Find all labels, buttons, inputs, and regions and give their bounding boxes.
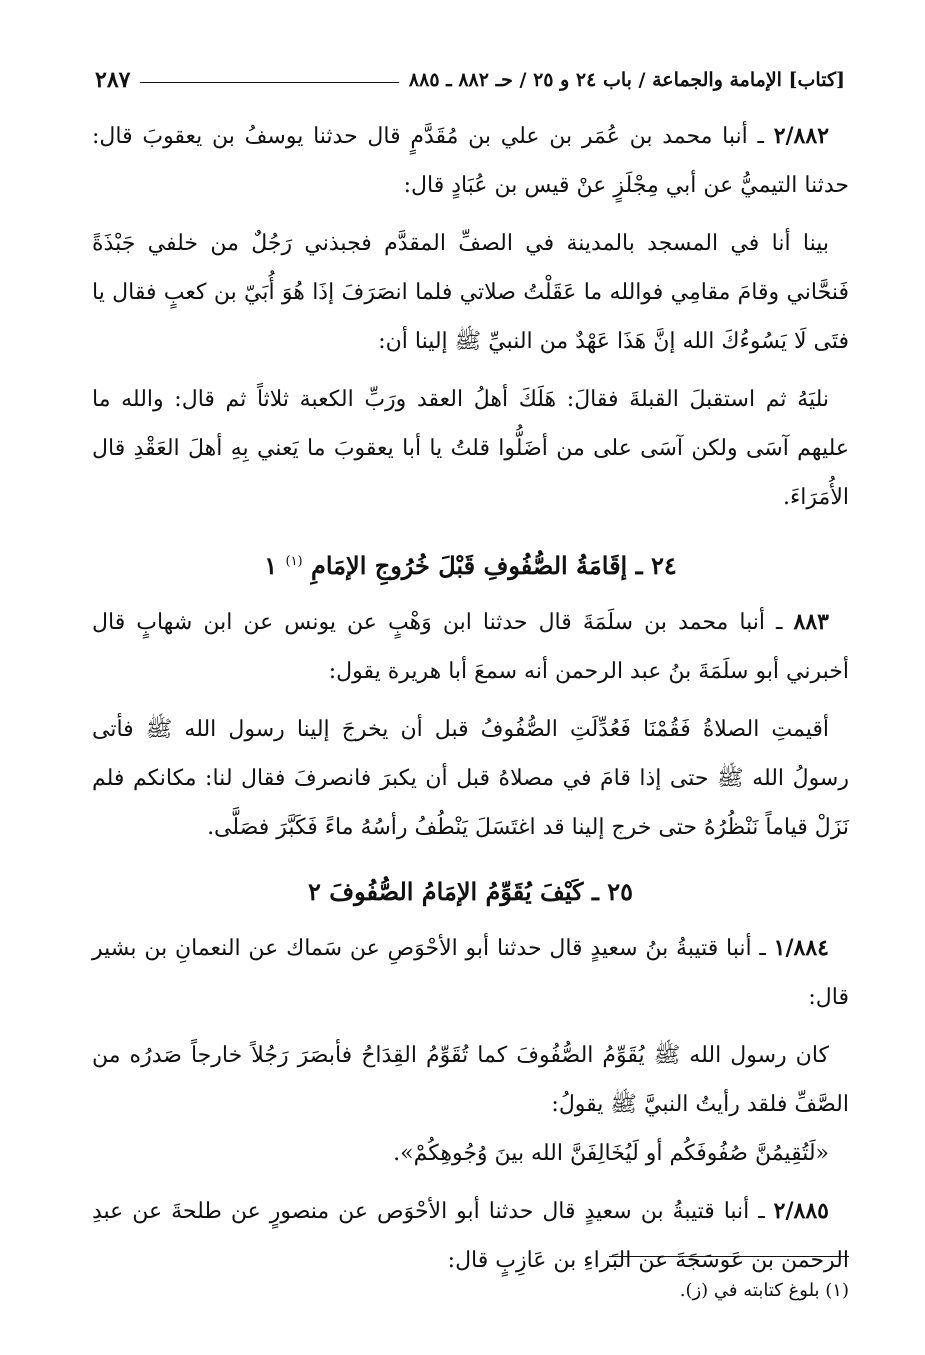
section-24-tail: ١: [264, 551, 278, 580]
hadith-882-isnad-text: ـ أنبا محمد بن عُمَر بن علي بن مُقَدَّمٍ قال حدثنا يوسفُ بن يعقوبَ قال: حدثنا التيميُّ عن أبي مِجْلَزٍ عنْ قيس بن عُبَادٍ قال:: [92, 124, 849, 198]
page-content: [92, 112, 849, 1285]
footnote: (١) بلوغ كتابته في (ز).: [679, 1280, 849, 1301]
hadith-882-number: ٢/٨٨٢: [773, 123, 830, 149]
running-header: [95, 60, 845, 100]
hadith-882-matn-1: بينا أنا في المسجد بالمدينة في الصفِّ المقدَّم فجبذني رَجُلٌ من خلفي جَبْذَةً فَنحَّاني وقامَ مقامِي فوالله ما عَقَلْتُ صلاتي فلما انصَرَفَ إذَا هُوَ أُبَيّ بن كعبٍ فقال يا فتَى لَا يَسُوءُكَ الله إنَّ هَذَا عَهْدٌ من النبيِّ ﷺ إلينا أن:: [92, 231, 849, 354]
hadith-882-matn-2: نليَهُ ثم استقبلَ القبلةَ فقالَ: هَلَكَ أهلُ العقد ورَبِّ الكعبة ثلاثاً ثم قال: والله ما عليهم آسَى ولكن آسَى على من أضَلُّوا قلتُ يا أبا يعقوبَ ما يَعني بِهِ أهلَ العَقْدِ قال الأُمَرَاءَ.: [92, 387, 849, 510]
hadith-885-isnad-text: ـ أنبا قتيبةُ بن سعيدٍ قال حدثنا أبو الأحْوَص عن منصورٍ عن طلحةَ عن عبدِ الرحمن بن عَوسَجَةَ عن البَراءِ بن عَازِبٍ قال:: [92, 1199, 849, 1273]
footnote-ref: (١): [285, 554, 303, 569]
hadith-883-matn: أقيمتِ الصلاةُ فَقُمْنَا فَعُدِّلَتِ الصُّفُوفُ قبل أن يخرجَ إلينا رسول الله ﷺ فأتى رسولُ الله ﷺ حتى إذا قامَ في مصلاهُ قبل أن يكبرَ فانصرفَ فقال لنا: مكانكم فلم نَزَلْ قياماً نَنْظُرُهُ حتى خرج إلينا قد اغتَسَلَ يَنْطُفُ رأسُهُ ماءً فَكَبَّرَ فصَلَّى.: [92, 717, 849, 840]
hadith-885-number: ٢/٨٨٥: [773, 1198, 829, 1224]
footnote-separator: [609, 1256, 849, 1257]
running-title: [كتاب] الإمامة والجماعة / باب ٢٤ و ٢٥ / حـ ٨٨٢ ـ ٨٨٥: [408, 69, 845, 91]
section-24-title: ٢٤ ـ إقَامَةُ الصُّفُوفِ قَبْلَ خُرُوجِ الإمَامِ: [310, 551, 677, 580]
hadith-885-isnad: [92, 1187, 849, 1285]
header-rule: [140, 82, 398, 83]
section-25-heading: [92, 866, 849, 918]
section-25-tail: ٢: [307, 877, 321, 906]
hadith-884-isnad-text: ـ أنبا قتيبةُ بنُ سعيدٍ قال حدثنا أبو الأحْوَصِ عن سَماك عن النعمانِ بن بشير قال:: [92, 936, 849, 1010]
hadith-883-number: ٨٨٣: [793, 609, 829, 635]
page-number: ٢٨٧: [95, 67, 131, 93]
section-25-title: ٢٥ ـ كَيْفَ يُقَوِّمُ الإمَامُ الصُّفُوفَ: [329, 877, 634, 906]
hadith-884-number: ١/٨٨٤: [773, 935, 829, 961]
hadith-884-matn: كان رسول الله ﷺ يُقَوِّمُ الصُّفُوفَ كما تُقَوِّمُ القِدَاحُ فأبصَرَ رَجُلاً خارجاً صَدرُه من الصَّفِّ فلقد رأيتُ النبيَّ ﷺ يقولُ:: [92, 1043, 849, 1117]
hadith-882-isnad: [92, 112, 849, 210]
section-24-heading: [92, 536, 849, 592]
hadith-883-isnad: [92, 598, 849, 696]
hadith-883-isnad-text: ـ أنبا محمد بن سلَمَةَ قال حدثنا ابن وَهْبٍ عن يونس عن ابن شهابٍ قال أخبرني أبو سلَمَةَ بنُ عبد الرحمن أنه سمعَ أبا هريرة يقول:: [92, 610, 849, 684]
hadith-884-isnad: [92, 924, 849, 1022]
hadith-884-quote: «لَتُقِيمُنَّ صُفُوفَكُم أو لَيُخَالِفَنَّ الله بينَ وُجُوهِكُمْ».: [393, 1141, 829, 1166]
